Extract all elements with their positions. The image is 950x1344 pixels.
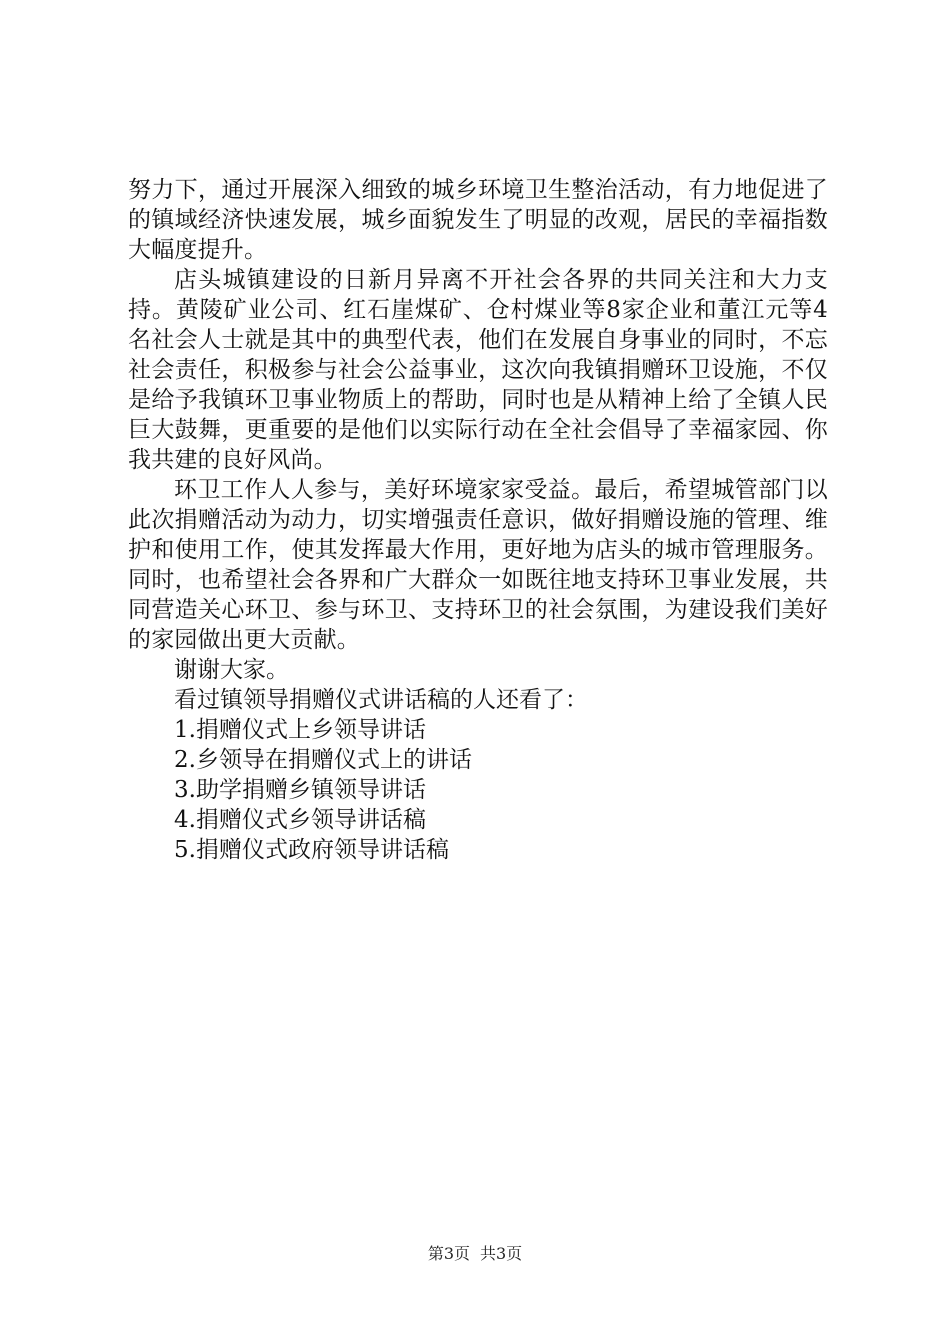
- related-link-2[interactable]: 2.乡领导在捐赠仪式上的讲话: [174, 747, 472, 773]
- paragraph-1: 努力下，通过开展深入细致的城乡环境卫生整治活动，有力地促进了的镇域经济快速发展，城乡面貌发生了明显的改观，居民的幸福指数大幅度提升。: [128, 177, 828, 263]
- document-body: [128, 175, 828, 865]
- related-link-1[interactable]: 1.捐赠仪式上乡领导讲话: [174, 717, 426, 743]
- related-link-4[interactable]: 4.捐赠仪式乡领导讲话稿: [174, 807, 426, 833]
- related-list: [128, 715, 828, 865]
- related-link-5[interactable]: 5.捐赠仪式政府领导讲话稿: [174, 837, 449, 863]
- page-total: 共3页: [480, 1244, 523, 1263]
- page-number: 第3页: [427, 1244, 470, 1263]
- paragraph-2: 店头城镇建设的日新月异离不开社会各界的共同关注和大力支持。黄陵矿业公司、红石崖煤矿、仓村煤业等8家企业和董江元等4名社会人士就是其中的典型代表，他们在发展自身事业的同时，不忘社会责任，积极参与社会公益事业，这次向我镇捐赠环卫设施，不仅是给予我镇环卫事业物质上的帮助，同时也是从精神上给了全镇人民巨大鼓舞，更重要的是他们以实际行动在全社会倡导了幸福家园、你我共建的良好风尚。: [128, 267, 828, 473]
- paragraph-3: 环卫工作人人参与，美好环境家家受益。最后，希望城管部门以此次捐赠活动为动力，切实增强责任意识，做好捐赠设施的管理、维护和使用工作，使其发挥最大作用，更好地为店头的城市管理服务。同时，也希望社会各界和广大群众一如既往地支持环卫事业发展，共同营造关心环卫、参与环卫、支持环卫的社会氛围，为建设我们美好的家园做出更大贡献。: [128, 477, 828, 653]
- closing-line: 谢谢大家。: [174, 657, 289, 683]
- related-link-3[interactable]: 3.助学捐赠乡镇领导讲话: [174, 777, 426, 803]
- page-footer: [0, 1243, 950, 1265]
- related-heading: 看过镇领导捐赠仪式讲话稿的人还看了：: [174, 687, 588, 713]
